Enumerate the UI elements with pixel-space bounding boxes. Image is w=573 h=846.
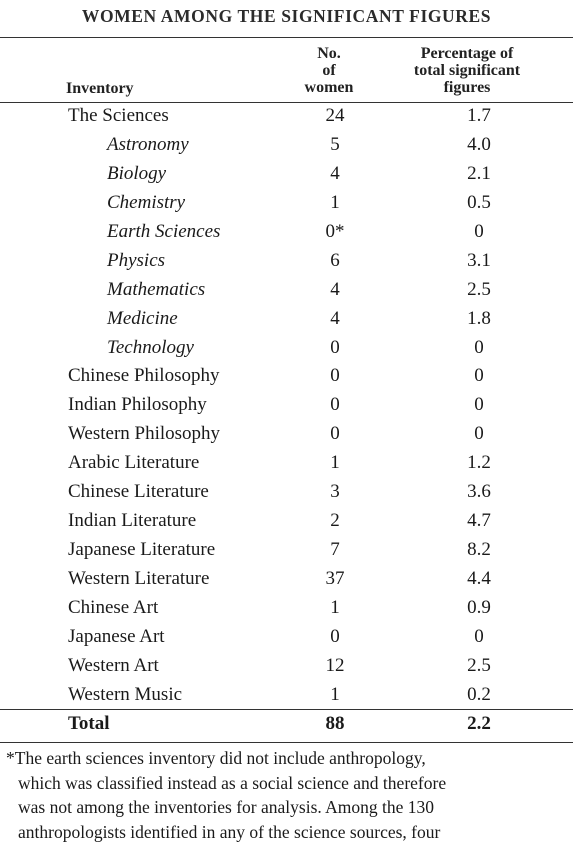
row-percentage: 8.2: [467, 539, 491, 561]
row-label: Earth Sciences: [107, 220, 221, 242]
row-label: Chinese Philosophy: [68, 365, 220, 387]
header-inventory: Inventory: [66, 80, 134, 97]
row-percentage: 0.2: [467, 683, 491, 705]
header-count: [279, 45, 379, 96]
row-count: 0*: [325, 220, 345, 242]
row-count: 0: [330, 423, 340, 445]
table-row: [0, 537, 573, 566]
row-percentage: 4.4: [467, 568, 491, 589]
row-count: 0: [330, 394, 340, 416]
row-count: 0: [330, 336, 340, 358]
row-percentage: 0: [474, 423, 484, 445]
row-percentage: 4.7: [467, 510, 491, 532]
table-row: [0, 363, 573, 392]
row-label: Biology: [107, 162, 167, 184]
row-count: 7: [330, 539, 340, 561]
table-row: [0, 682, 573, 711]
table-row: [0, 248, 573, 277]
table-row: [0, 277, 573, 306]
row-label: Technology: [107, 336, 194, 358]
row-count: 2: [330, 510, 340, 532]
row-label: Western Literature: [68, 568, 210, 589]
row-percentage: 3.1: [467, 249, 491, 271]
row-count: 1: [330, 596, 340, 618]
table-row: [0, 479, 573, 508]
row-label: Japanese Art: [68, 625, 165, 647]
table-row: [0, 335, 573, 364]
total-label: Total: [68, 712, 110, 734]
top-rule: [0, 37, 573, 38]
row-count: 4: [330, 162, 340, 184]
row-label: Arabic Literature: [68, 452, 200, 474]
table-row: [0, 392, 573, 421]
table-row: [0, 566, 573, 595]
row-label: Japanese Literature: [68, 539, 216, 561]
row-label: Western Art: [68, 654, 159, 676]
header-percentage-line: Percentage of: [420, 45, 514, 62]
row-count: 1: [330, 191, 340, 213]
header-count-line: No.: [317, 45, 341, 62]
table-row: [0, 190, 573, 219]
header-count-line: women: [304, 79, 354, 96]
row-percentage: 3.6: [467, 481, 491, 503]
header-percentage-line: total significant: [413, 62, 521, 79]
row-count: 37: [325, 568, 345, 589]
table-row: [0, 132, 573, 161]
row-percentage: 2.1: [467, 162, 491, 184]
table-row: [0, 161, 573, 190]
row-label: Chinese Literature: [68, 481, 209, 503]
footnote-line: anthropologists identified in any of the science sources, four: [18, 821, 441, 842]
row-percentage: 2.5: [467, 278, 491, 300]
row-label: Western Philosophy: [68, 423, 221, 445]
row-percentage: 1.2: [467, 452, 491, 474]
table-body: [0, 103, 573, 740]
total-count: 88: [325, 712, 345, 734]
row-percentage: 0.5: [467, 191, 491, 213]
table-row: [0, 595, 573, 624]
row-percentage: 0: [474, 394, 484, 416]
bottom-rule: [0, 742, 573, 743]
row-count: 4: [330, 278, 340, 300]
row-percentage: 0: [474, 365, 484, 387]
table-row: [0, 103, 573, 132]
row-count: 6: [330, 249, 340, 271]
row-percentage: 0: [474, 336, 484, 358]
footnote-line: *The earth sciences inventory did not include anthropology,: [6, 748, 426, 768]
footnote: [0, 746, 573, 844]
footnote-line: which was classified instead as a social science and therefore: [18, 772, 447, 793]
row-percentage: 0.9: [467, 596, 491, 618]
table-row: [0, 219, 573, 248]
row-percentage: 1.7: [467, 105, 491, 126]
row-label: Indian Philosophy: [68, 394, 207, 416]
table-row: [0, 306, 573, 335]
header-percentage-line: figures: [443, 79, 491, 96]
row-count: 5: [330, 133, 340, 155]
row-percentage: 2.5: [467, 654, 491, 676]
row-label: Chemistry: [107, 191, 186, 213]
row-percentage: 4.0: [467, 133, 491, 155]
row-label: The Sciences: [68, 105, 169, 126]
row-label: Physics: [107, 249, 166, 271]
row-percentage: 0: [474, 220, 484, 242]
row-count: 3: [330, 481, 340, 503]
total-percentage: 2.2: [467, 712, 491, 734]
row-count: 4: [330, 307, 340, 329]
table-row: [0, 421, 573, 450]
table-title: WOMEN AMONG THE SIGNIFICANT FIGURES: [81, 6, 492, 26]
row-count: 1: [330, 452, 340, 474]
footnote-line: was not among the inventories for analysis. Among the 130: [18, 797, 435, 817]
table-row: [0, 624, 573, 653]
table-row: [0, 653, 573, 682]
row-count: 0: [330, 365, 340, 387]
row-percentage: 1.8: [467, 307, 491, 329]
row-percentage: 0: [474, 625, 484, 647]
row-count: 1: [330, 683, 340, 705]
row-label: Indian Literature: [68, 510, 197, 532]
row-label: Astronomy: [107, 133, 189, 155]
total-row: [0, 711, 573, 740]
table-row: [0, 450, 573, 479]
row-label: Mathematics: [107, 278, 206, 300]
row-count: 12: [325, 654, 345, 676]
header-count-line: of: [322, 62, 336, 79]
row-label: Chinese Art: [68, 596, 159, 618]
total-rule: [0, 709, 573, 710]
row-label: Medicine: [107, 307, 178, 329]
row-label: Western Music: [68, 683, 183, 705]
row-count: 24: [325, 105, 345, 126]
table-row: [0, 508, 573, 537]
header-percentage: [392, 45, 542, 96]
row-count: 0: [330, 625, 340, 647]
